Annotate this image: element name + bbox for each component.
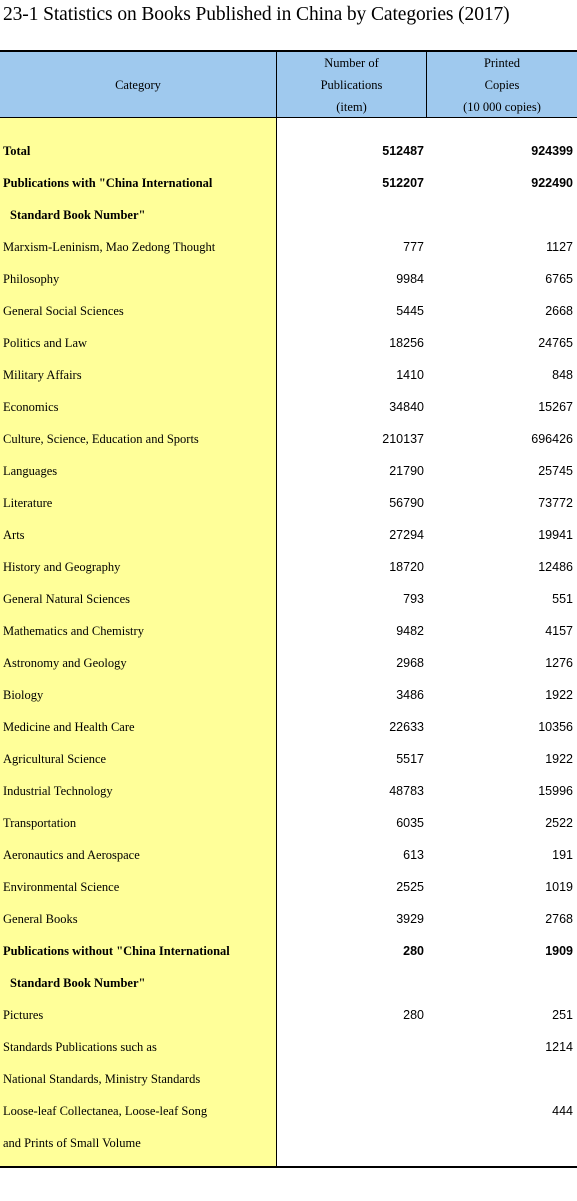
row-copies: 251: [552, 1008, 573, 1022]
row-copies: 25745: [538, 464, 573, 478]
row-publications: 48783: [389, 784, 424, 798]
row-publications: 1410: [396, 368, 424, 382]
row-copies: 4157: [545, 624, 573, 638]
table-header: [0, 52, 577, 118]
row-copies: 1019: [545, 880, 573, 894]
row-copies: 444: [552, 1104, 573, 1118]
table-row: [0, 554, 577, 586]
row-category: Standard Book Number": [10, 976, 146, 990]
table-row: [0, 714, 577, 746]
row-category: Biology: [3, 688, 44, 702]
row-category: Total: [3, 144, 31, 158]
header-copies-line2: Copies: [484, 78, 520, 92]
row-publications: 56790: [389, 496, 424, 510]
table-row: [0, 234, 577, 266]
row-publications: 5517: [396, 752, 424, 766]
table-row: [0, 682, 577, 714]
table-row: [0, 458, 577, 490]
row-copies: 12486: [538, 560, 573, 574]
row-copies: 2768: [545, 912, 573, 926]
row-publications: 9984: [396, 272, 424, 286]
table-row: [0, 266, 577, 298]
table-row: [0, 650, 577, 682]
table-row: [0, 426, 577, 458]
table-row: [0, 1002, 577, 1034]
row-publications: 512207: [382, 176, 424, 190]
row-category: General Natural Sciences: [3, 592, 131, 606]
row-category: Medicine and Health Care: [3, 720, 135, 734]
table-row: [0, 586, 577, 618]
row-publications: 5445: [396, 304, 424, 318]
table-row: [0, 874, 577, 906]
row-category: Agricultural Science: [3, 752, 107, 766]
table-row: [0, 522, 577, 554]
row-category: Marxism-Leninism, Mao Zedong Thought: [3, 240, 216, 254]
row-category: Loose-leaf Collectanea, Loose-leaf Song: [3, 1104, 208, 1118]
table-row: [0, 170, 577, 202]
header-copies: [427, 52, 577, 118]
row-category: Industrial Technology: [3, 784, 113, 798]
row-copies: 10356: [538, 720, 573, 734]
row-publications: 34840: [389, 400, 424, 414]
table-row: [0, 138, 577, 170]
row-category: Philosophy: [3, 272, 60, 286]
row-category: Languages: [3, 464, 58, 478]
row-category: Publications with "China International: [3, 176, 213, 190]
row-category: Standard Book Number": [10, 208, 146, 222]
row-copies: 1922: [545, 752, 573, 766]
row-copies: 2668: [545, 304, 573, 318]
row-category: Literature: [3, 496, 53, 510]
row-copies: 1127: [546, 240, 573, 254]
row-publications: 2525: [396, 880, 424, 894]
row-copies: 924399: [531, 144, 573, 158]
row-category: Military Affairs: [3, 368, 82, 382]
table-row: [0, 906, 577, 938]
row-category: Standards Publications such as: [3, 1040, 157, 1054]
row-category: History and Geography: [3, 560, 121, 574]
table-body: [0, 138, 577, 1162]
row-copies: 696426: [531, 432, 573, 446]
row-copies: 1909: [545, 944, 573, 958]
row-publications: 18720: [389, 560, 424, 574]
table-row: [0, 298, 577, 330]
table-row: [0, 970, 577, 1002]
row-category: Transportation: [3, 816, 77, 830]
table-row: [0, 778, 577, 810]
row-publications: 3929: [396, 912, 424, 926]
row-copies: 73772: [538, 496, 573, 510]
row-publications: 2968: [396, 656, 424, 670]
table-row: [0, 618, 577, 650]
row-copies: 6765: [545, 272, 573, 286]
row-publications: 793: [403, 592, 424, 606]
row-copies: 191: [552, 848, 573, 862]
row-copies: 922490: [531, 176, 573, 190]
row-publications: 18256: [389, 336, 424, 350]
header-copies-unit: (10 000 copies): [463, 100, 541, 114]
row-copies: 15996: [538, 784, 573, 798]
table-title: 23-1 Statistics on Books Published in China by Categories (2017): [3, 4, 510, 25]
table-row: [0, 490, 577, 522]
row-category: Politics and Law: [3, 336, 88, 350]
row-publications: 613: [403, 848, 424, 862]
row-category: Publications without "China International: [3, 944, 230, 958]
row-category: Economics: [3, 400, 59, 414]
table-row: [0, 1098, 577, 1130]
table-row: [0, 394, 577, 426]
header-category-label: Category: [115, 78, 161, 92]
table-row: [0, 938, 577, 970]
row-publications: 512487: [382, 144, 424, 158]
header-category: [0, 52, 276, 118]
table-row: [0, 810, 577, 842]
row-category: Pictures: [3, 1008, 44, 1022]
row-copies: 551: [552, 592, 573, 606]
row-category: Aeronautics and Aerospace: [3, 848, 140, 862]
row-copies: 24765: [538, 336, 573, 350]
row-copies: 2522: [545, 816, 573, 830]
table-row: [0, 746, 577, 778]
row-category: Mathematics and Chemistry: [3, 624, 144, 638]
table-row: [0, 1066, 577, 1098]
row-publications: 777: [403, 240, 424, 254]
row-copies: 1276: [545, 656, 573, 670]
table-row: [0, 1034, 577, 1066]
row-category: Culture, Science, Education and Sports: [3, 432, 199, 446]
row-category: National Standards, Ministry Standards: [3, 1072, 201, 1086]
row-category: Astronomy and Geology: [3, 656, 127, 670]
header-publications-line2: Publications: [320, 78, 383, 92]
row-publications: 6035: [396, 816, 424, 830]
row-category: General Social Sciences: [3, 304, 124, 318]
header-publications-unit: (item): [336, 100, 367, 114]
table-row: [0, 202, 577, 234]
table-row: [0, 842, 577, 874]
row-copies: 1214: [545, 1040, 573, 1054]
row-copies: 1922: [545, 688, 573, 702]
header-publications-line1: Number of: [324, 56, 379, 70]
row-publications: 22633: [389, 720, 424, 734]
row-copies: 848: [552, 368, 573, 382]
row-publications: 21790: [389, 464, 424, 478]
row-copies: 15267: [538, 400, 573, 414]
row-publications: 280: [403, 944, 424, 958]
row-category: General Books: [3, 912, 78, 926]
row-publications: 210137: [382, 432, 424, 446]
row-category: Arts: [3, 528, 25, 542]
header-copies-line1: Printed: [483, 56, 521, 70]
table-row: [0, 330, 577, 362]
table-row: [0, 1130, 577, 1162]
bottom-rule: [0, 1166, 577, 1168]
row-publications: 3486: [396, 688, 424, 702]
row-publications: 27294: [389, 528, 424, 542]
header-publications: [277, 52, 426, 118]
table-row: [0, 362, 577, 394]
row-publications: 9482: [396, 624, 424, 638]
row-category: and Prints of Small Volume: [3, 1136, 141, 1150]
row-publications: 280: [403, 1008, 424, 1022]
row-category: Environmental Science: [3, 880, 120, 894]
row-copies: 19941: [538, 528, 573, 542]
